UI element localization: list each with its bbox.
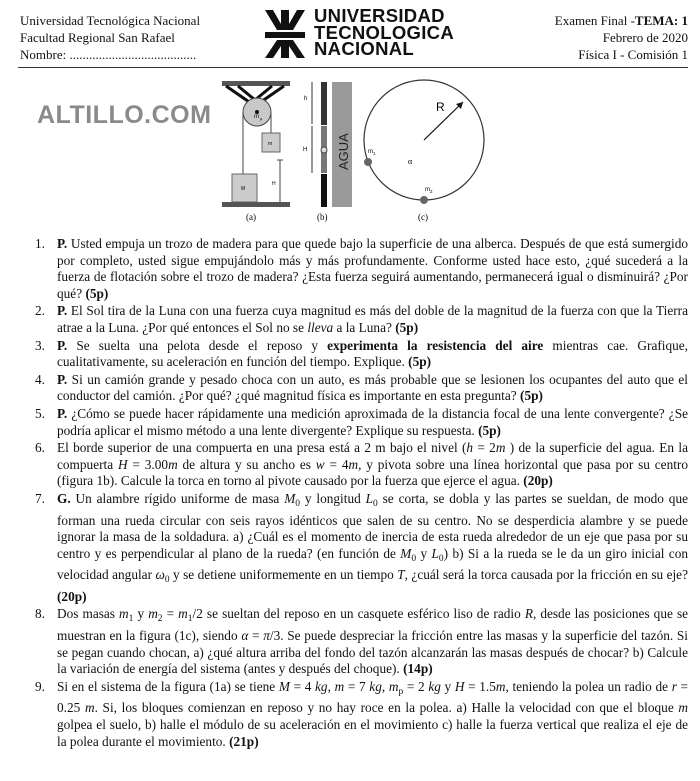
question-math-text: lleva — [307, 319, 334, 335]
header-institution — [20, 12, 200, 63]
label-mp: m — [254, 114, 259, 120]
label-alpha: α — [408, 157, 413, 166]
question-math-text: M — [400, 545, 412, 561]
question-bold-text: (5p) — [395, 319, 419, 335]
question-math-text: m — [334, 678, 345, 694]
question-math-text: m — [148, 606, 158, 622]
question-number: 7. — [35, 490, 45, 506]
question-bold-text: (5p) — [408, 354, 432, 370]
label-m2-sub: 2 — [430, 189, 433, 194]
question-math-text: m — [84, 700, 95, 716]
question-text: , ¿cuál será la torca causada por la fricción en su eje? — [404, 567, 688, 583]
faculty-name: Facultad Regional San Rafael — [20, 30, 175, 45]
question-subscript: 2 — [157, 614, 163, 625]
question-bold-text: P. — [57, 337, 68, 353]
question-text: = — [248, 628, 264, 644]
question-text: = 2 — [403, 678, 429, 694]
university-name: Universidad Tecnológica Nacional — [20, 13, 201, 28]
question-bold-text: P. — [57, 303, 68, 319]
question-text: golpea el suelo, b) halle el módulo de su aceleración en el movimiento c) halle la fuerza vertical que realiza el eje de la polea durante el movimiento. — [57, 717, 688, 749]
question-text: , desde las posiciones que se muestran en la figura (1c), siendo — [57, 606, 689, 644]
question-item — [20, 236, 688, 302]
logo-line-2: TECNOLOGICA — [314, 21, 454, 43]
question-math-text: kg — [428, 678, 441, 694]
question-bold-text: P. — [57, 371, 68, 387]
question-text: y — [416, 545, 432, 561]
logo-line-3: NACIONAL — [314, 38, 415, 59]
question-text: = — [162, 606, 179, 622]
label-M: M — [241, 186, 246, 192]
question-math-text: h — [466, 440, 474, 456]
question-number: 6. — [35, 440, 45, 456]
figure-a-pulley-system — [222, 81, 290, 222]
question-text: Si un camión grande y pesado choca con un auto, es más probable que se lesionen los ocupantes del auto que el conductor del camión. ¿Por qué? ¿qué magnitud física es importante en esta pregunta? — [57, 371, 688, 404]
question-math-text: r — [671, 678, 677, 694]
exam-title — [555, 12, 688, 29]
question-subscript: 0 — [438, 553, 444, 564]
question-text: = 1.5 — [464, 678, 496, 694]
question-math-text: m — [119, 606, 129, 622]
question-math-text: m — [495, 678, 506, 694]
question-number: 5. — [35, 405, 45, 421]
question-bold-text: (20p) — [523, 473, 553, 489]
question-bold-text: P. — [57, 236, 68, 251]
question-text: . Si, los bloques comienzan en reposo y no hay roce en la polea. a) Halle la velocidad con que el bloque — [94, 700, 679, 716]
label-m: m — [268, 141, 273, 147]
label-m2: m — [425, 187, 430, 193]
label-R: R — [436, 100, 445, 114]
label-H: H — [272, 181, 276, 187]
question-text: = 4 — [289, 678, 316, 694]
question-item — [20, 372, 688, 405]
question-number: 8. — [35, 606, 45, 622]
figures — [218, 78, 488, 223]
question-text: y — [133, 606, 149, 622]
figure-b-caption: (b) — [317, 212, 328, 222]
question-item — [20, 679, 688, 750]
exam-label: Examen Final - — [554, 13, 635, 28]
question-subscript: 0 — [295, 498, 301, 509]
question-text: , — [381, 678, 389, 694]
question-bold-text: P. — [57, 405, 68, 421]
question-text: , teniendo la polea un radio de — [505, 678, 672, 694]
question-text: = 3.00 — [127, 456, 169, 472]
question-text: se corta, se dobla y las partes se sueldan, de modo que forman una rueda circular con seis rayos idénticos que salen de su centro. No se desperdicia alambre y se puede ignorar la masa de la soldadura. a) ¿Cuál es el momento de inercia de esta rueda alrededor de un eje que pasa por su centro y es perpendicular al plano de la rueda? (en función de — [57, 490, 688, 561]
header-exam-info — [555, 12, 688, 63]
question-text: ¿Cómo se puede hacer rápidamente una medición aproximada de la distancia focal de una lente convergente? ¿Se podría aplicar el mismo método a una lente divergente? Explique su respuesta. — [57, 405, 688, 438]
question-text: El borde superior de una compuerta en una presa está a 2 m bajo el nivel ( — [57, 440, 467, 456]
question-math-text: T — [397, 567, 405, 583]
question-text: = 4 — [324, 456, 349, 472]
figure-c-caption: (c) — [418, 212, 428, 222]
question-number: 2. — [35, 303, 45, 319]
question-item — [20, 406, 688, 439]
question-math-text: M — [278, 678, 290, 694]
question-bold-text: (20p) — [57, 588, 87, 604]
question-math-text: L — [431, 545, 439, 561]
question-bold-text: (5p) — [85, 285, 109, 301]
question-text: mientras cae. Grafique, cualitativamente, su aceleración en función del tiempo. Explique. — [57, 337, 689, 370]
question-math-text: L — [365, 490, 374, 506]
question-item — [20, 606, 688, 677]
exam-course: Física I - Comisión 1 — [578, 47, 688, 62]
question-math-text: M — [284, 490, 296, 506]
question-number: 1. — [35, 236, 45, 251]
question-math-text: H — [454, 678, 465, 694]
question-math-text: m — [388, 678, 399, 694]
question-bold-text: (5p) — [478, 422, 501, 438]
question-text: a la Luna? — [333, 319, 396, 335]
question-math-text: α — [241, 628, 249, 644]
logo-text — [314, 5, 454, 59]
question-math-text: ω — [155, 567, 165, 583]
question-math-text: m — [348, 456, 359, 472]
question-text: = 0.25 — [57, 678, 689, 716]
student-name-field: Nombre: ....................................... — [20, 47, 197, 62]
question-text: El Sol tira de la Luna con una fuerza cuya magnitud es más del doble de la magnitud de la fuerza con que la Tierra atrae a la Luna. ¿Por qué entonces el Sol no se — [57, 303, 688, 335]
question-text: = 2 — [473, 440, 496, 456]
question-bold-text: (5p) — [520, 388, 543, 404]
question-math-text: kg — [369, 678, 382, 694]
question-number: 4. — [35, 371, 45, 387]
question-math-text: R — [524, 606, 533, 622]
question-text: , — [327, 678, 335, 694]
question-text: y — [440, 678, 455, 694]
question-math-text: H — [117, 456, 128, 472]
question-subscript: p — [398, 686, 404, 697]
question-subscript: 0 — [411, 553, 417, 564]
question-item — [20, 303, 688, 336]
exam-date: Febrero de 2020 — [602, 30, 688, 45]
watermark: ALTILLO.COM — [37, 101, 212, 129]
question-text: Dos masas — [57, 606, 120, 622]
question-text: , y pivota sobre una línea horizontal que pasa por su centro (figura 1b). Calcule la torca en torno al pivote causado por la fuerza que ejerce el agua. — [57, 456, 689, 489]
figure-b-floodgate — [303, 82, 352, 222]
question-text: Se suelta una pelota desde el reposo y — [67, 337, 328, 353]
utn-emblem-icon — [262, 8, 308, 60]
logo-line-1: UNIVERSIDAD — [314, 5, 445, 26]
question-bold-text: experimenta la resistencia del aire — [327, 337, 544, 353]
question-math-text: m — [495, 440, 506, 456]
question-math-text: π — [263, 628, 270, 644]
question-subscript: 0 — [373, 498, 378, 509]
header-divider — [18, 67, 688, 68]
question-text: /2 se sueltan del reposo en un casquete esférico liso de radio — [192, 606, 525, 622]
question-math-text: m — [678, 700, 689, 716]
figure-c-spherical-bowl — [364, 80, 484, 222]
label-mp-sub: p — [260, 116, 263, 121]
question-text: Usted empuja un trozo de madera para que quede bajo la superficie de una alberca. Después de que está sumergido por completo, usted sigue empujándolo más y más profundamente. Conforme usted hace esto, ¿qué sucederá a la fuerza de flotación sobre el trozo de madera? ¿Esta fuerza seguirá aumentando, permanecerá igual o disminuirá? ¿Por qué? — [57, 236, 688, 301]
label-agua: AGUA — [336, 133, 351, 170]
exam-tema: TEMA: 1 — [634, 13, 688, 28]
question-text: y longitud — [300, 490, 366, 506]
question-text: ) b) Si a la rueda se le da un giro inicial con velocidad angular — [57, 545, 689, 583]
question-number: 3. — [35, 337, 45, 353]
question-text: Un alambre rígido uniforme de masa — [70, 490, 285, 506]
question-number: 9. — [35, 678, 45, 694]
question-text: de altura y su ancho es — [177, 456, 316, 472]
question-math-text: kg — [315, 678, 328, 694]
utn-logo — [262, 5, 472, 64]
question-text: Si en el sistema de la figura (1a) se tiene — [57, 678, 279, 694]
question-item — [20, 440, 688, 490]
question-list — [20, 236, 688, 751]
question-text: y se detiene uniformemente en un tiempo — [169, 567, 398, 583]
question-subscript: 1 — [187, 614, 193, 625]
figure-a-caption: (a) — [246, 212, 256, 222]
question-math-text: m — [178, 606, 188, 622]
question-bold-text: (14p) — [403, 661, 433, 677]
question-text: = 7 — [344, 678, 370, 694]
question-item — [20, 338, 688, 371]
question-subscript: 0 — [164, 575, 170, 586]
question-text: ) de la superficie del agua. En la compuerta — [57, 440, 688, 472]
question-text: /3. Se puede despreciar la fricción entre las masas y la superficie del tazón. Si se pegan cuando chocan, a) ¿qué altura arriba del fondo del tazón alcanzarán las masas después de chocar? b) Calcule la variación de energía del sistema (antes y después del choque). — [57, 628, 688, 677]
label-h: h — [304, 96, 308, 102]
question-bold-text: G. — [57, 490, 71, 506]
question-math-text: m — [168, 456, 178, 472]
question-math-text: w — [315, 456, 325, 472]
question-bold-text: (21p) — [229, 733, 259, 749]
label-m1: m — [368, 149, 373, 155]
question-item — [20, 491, 688, 606]
label-m1-sub: 1 — [373, 151, 376, 156]
label-H-gate: H — [303, 147, 308, 153]
question-subscript: 1 — [128, 614, 134, 625]
